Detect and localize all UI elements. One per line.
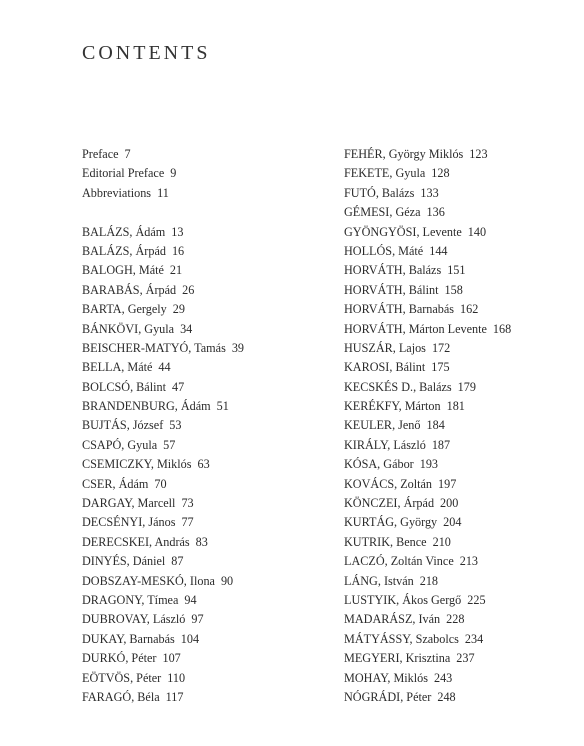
entry-name: BUJTÁS, József [82, 418, 164, 433]
entry-name: HUSZÁR, Lajos [344, 340, 426, 355]
entry-name: Abbreviations [82, 185, 152, 200]
entry-name: FARAGÓ, Béla [82, 689, 160, 704]
toc-entry[interactable] [344, 378, 574, 397]
entry-name: KUTRIK, Bence [344, 534, 427, 549]
entry-page: 26 [182, 282, 195, 297]
entry-name: BEISCHER-MATYÓ, Tamás [82, 340, 226, 355]
entry-name: MÁTYÁSSY, Szabolcs [344, 631, 459, 646]
entry-page: 237 [456, 651, 475, 666]
entry-page: 162 [460, 302, 479, 317]
entry-page: 73 [181, 496, 194, 511]
entry-page: 51 [216, 399, 229, 414]
entry-page: 213 [459, 554, 479, 569]
entry-page: 172 [431, 340, 451, 355]
page-title: CONTENTS [82, 42, 211, 64]
entry-name: MADARÁSZ, Iván [344, 612, 441, 627]
toc-entry[interactable] [82, 572, 322, 591]
entry-name: HOLLÓS, Máté [344, 243, 424, 258]
entry-page: 94 [184, 592, 197, 607]
entry-page: 158 [444, 282, 463, 297]
entry-name: FEHÉR, György Miklós [344, 147, 464, 161]
entry-name: EÖTVÖS, Péter [82, 670, 162, 685]
toc-entry[interactable] [82, 300, 322, 319]
toc-entry[interactable] [344, 475, 574, 494]
toc-entry[interactable] [344, 242, 574, 261]
entry-name: BALÁZS, Ádám [82, 224, 166, 239]
entry-page: 128 [431, 166, 450, 181]
entry-page: 197 [438, 476, 457, 491]
entry-name: HORVÁTH, Bálint [344, 282, 439, 297]
entry-name: DUBROVAY, László [82, 612, 186, 627]
toc-entry-abbreviations[interactable] [82, 184, 322, 203]
entry-name: KÖNCZEI, Árpád [344, 496, 435, 511]
toc-entry[interactable] [344, 203, 574, 222]
toc-entry[interactable] [82, 416, 322, 435]
toc-entry[interactable] [344, 494, 574, 513]
toc-entry[interactable] [344, 281, 574, 300]
toc-entry[interactable] [82, 669, 322, 688]
entry-page: 34 [180, 321, 193, 336]
toc-entry[interactable] [344, 300, 574, 319]
toc-entry[interactable] [82, 223, 322, 242]
entry-page: 204 [443, 515, 462, 530]
entry-name: MOHAY, Miklós [344, 670, 428, 685]
toc-entry[interactable] [344, 591, 574, 610]
toc-entry[interactable] [344, 436, 574, 455]
entry-page: 151 [447, 263, 466, 278]
entry-page: 243 [433, 670, 453, 685]
entry-page: 44 [158, 360, 171, 375]
entry-name: FUTÓ, Balázs [344, 185, 415, 200]
entry-name: KAROSI, Bálint [344, 360, 426, 375]
toc-entry[interactable] [344, 145, 574, 164]
entry-page: 228 [446, 612, 465, 627]
toc-entry[interactable] [82, 649, 322, 668]
entry-page: 123 [469, 147, 488, 161]
entry-page: 39 [231, 340, 245, 355]
entry-name: DURKÓ, Péter [82, 651, 157, 666]
toc-entry[interactable] [82, 320, 322, 339]
entry-page: 117 [165, 689, 184, 704]
entry-name: DERECSKEI, András [82, 534, 190, 549]
entry-name: BARTA, Gergely [82, 302, 167, 317]
entry-page: 175 [431, 360, 450, 375]
entry-name: BRANDENBURG, Ádám [82, 399, 211, 414]
entry-name: LÁNG, István [344, 573, 414, 588]
entry-name: BELLA, Máté [82, 360, 153, 375]
entry-name: CSER, Ádám [82, 476, 149, 491]
entry-name: BOLCSÓ, Bálint [82, 379, 166, 394]
entry-name: KECSKÉS D., Balázs [344, 379, 452, 394]
toc-entry[interactable] [82, 552, 322, 571]
entry-page: 77 [181, 515, 194, 530]
toc-entry[interactable] [82, 339, 322, 358]
entry-name: GYÖNGYÖSI, Levente [344, 224, 462, 239]
entry-name: Preface [82, 147, 119, 161]
entry-page: 248 [437, 689, 456, 704]
entry-page: 87 [171, 554, 184, 569]
toc-entry[interactable] [344, 358, 574, 377]
toc-entry[interactable] [82, 475, 322, 494]
toc-entry[interactable] [344, 320, 574, 339]
toc-entry[interactable] [82, 610, 322, 629]
toc-entry[interactable] [82, 378, 322, 397]
entry-page: 193 [419, 457, 439, 472]
entry-page: 168 [492, 321, 512, 336]
toc-entry[interactable] [82, 591, 322, 610]
entry-name: MEGYERI, Krisztina [344, 651, 451, 666]
entry-page: 90 [220, 573, 234, 588]
entry-page: 21 [169, 263, 183, 278]
entry-page: 97 [191, 612, 204, 627]
toc-entry-preface[interactable] [82, 145, 322, 164]
entry-page: 16 [171, 243, 185, 258]
entry-name: KURTÁG, György [344, 515, 438, 530]
entry-name: DARGAY, Marcell [82, 496, 176, 511]
entry-page: 225 [467, 592, 486, 607]
entry-name: BÁNKÖVI, Gyula [82, 321, 175, 336]
toc-entry[interactable] [82, 494, 322, 513]
toc-entry[interactable] [82, 436, 322, 455]
toc-entry[interactable] [344, 397, 574, 416]
toc-entry[interactable] [344, 610, 574, 629]
entry-name: KERÉKFY, Márton [344, 399, 441, 414]
toc-entry[interactable] [344, 339, 574, 358]
toc-entry[interactable] [344, 572, 574, 591]
toc-entry[interactable] [344, 184, 574, 203]
entry-name: KOVÁCS, Zoltán [344, 476, 433, 491]
entry-page: 9 [170, 166, 177, 181]
toc-entry[interactable] [344, 649, 574, 668]
toc-entry[interactable] [344, 223, 574, 242]
entry-name: BALÁZS, Árpád [82, 243, 166, 258]
entry-page: 11 [157, 185, 169, 200]
entry-name: GÉMESI, Géza [344, 205, 421, 220]
toc-entry[interactable] [344, 455, 574, 474]
entry-page: 133 [420, 185, 439, 200]
entry-name: DECSÉNYI, János [82, 515, 176, 530]
entry-page: 70 [154, 476, 167, 491]
toc-entry[interactable] [344, 416, 574, 435]
entry-name: DRAGONY, Tímea [82, 592, 179, 607]
entry-page: 107 [162, 651, 181, 666]
entry-name: BARABÁS, Árpád [82, 282, 177, 297]
entry-page: 104 [180, 631, 200, 646]
toc-entry[interactable] [344, 261, 574, 280]
toc-entry[interactable] [82, 281, 322, 300]
toc-entry[interactable] [344, 669, 574, 688]
toc-entry[interactable] [344, 513, 574, 532]
contents-column-left [82, 145, 322, 707]
entry-name: KEULER, Jenő [344, 418, 421, 433]
entry-page: 83 [195, 534, 208, 549]
entry-name: CSEMICZKY, Miklós [82, 457, 192, 472]
toc-entry[interactable] [82, 630, 322, 649]
entry-name: NÓGRÁDI, Péter [344, 689, 432, 704]
entry-page: 181 [446, 399, 465, 414]
entry-page: 13 [171, 224, 184, 239]
entry-page: 7 [124, 147, 131, 161]
toc-entry[interactable] [82, 688, 322, 707]
toc-entry[interactable] [82, 358, 322, 377]
entry-page: 144 [429, 243, 448, 258]
entry-name: KIRÁLY, László [344, 437, 426, 452]
toc-entry[interactable] [344, 552, 574, 571]
entry-page: 234 [464, 631, 484, 646]
toc-entry[interactable] [82, 455, 322, 474]
entry-page: 57 [163, 437, 176, 452]
entry-name: HORVÁTH, Balázs [344, 263, 442, 278]
entry-page: 53 [169, 418, 182, 433]
entry-page: 210 [432, 534, 451, 549]
entry-page: 200 [440, 496, 459, 511]
toc-entry[interactable] [344, 688, 574, 707]
toc-entry[interactable] [82, 261, 322, 280]
entry-name: Editorial Preface [82, 166, 165, 181]
entry-name: HORVÁTH, Barnabás [344, 302, 455, 317]
toc-entry[interactable] [344, 164, 574, 183]
entry-name: FEKETE, Gyula [344, 166, 426, 181]
entry-name: CSAPÓ, Gyula [82, 437, 158, 452]
toc-entry-editorial-preface[interactable] [82, 164, 322, 183]
entry-name: LUSTYIK, Ákos Gergő [344, 592, 462, 607]
entry-page: 47 [171, 379, 185, 394]
toc-entry[interactable] [82, 242, 322, 261]
contents-column-right [344, 145, 574, 707]
toc-entry[interactable] [344, 533, 574, 552]
entry-name: KÓSA, Gábor [344, 457, 414, 472]
entry-page: 136 [426, 205, 445, 220]
entry-page: 110 [167, 670, 186, 685]
section-gap [82, 203, 322, 222]
toc-entry[interactable] [82, 513, 322, 532]
entry-page: 218 [419, 573, 439, 588]
entry-page: 184 [426, 418, 445, 433]
entry-name: HORVÁTH, Márton Levente [344, 321, 487, 336]
entry-name: DOBSZAY-MESKÓ, Ilona [82, 573, 215, 588]
entry-name: LACZÓ, Zoltán Vince [344, 554, 454, 569]
toc-entry[interactable] [344, 630, 574, 649]
toc-entry[interactable] [82, 397, 322, 416]
toc-entry[interactable] [82, 533, 322, 552]
entry-name: BALOGH, Máté [82, 263, 164, 278]
entry-page: 187 [431, 437, 451, 452]
entry-name: DUKAY, Barnabás [82, 631, 175, 646]
entry-name: DINYÉS, Dániel [82, 554, 166, 569]
entry-page: 29 [172, 302, 185, 317]
entry-page: 63 [197, 457, 210, 472]
entry-page: 179 [457, 379, 476, 394]
entry-page: 140 [467, 224, 487, 239]
